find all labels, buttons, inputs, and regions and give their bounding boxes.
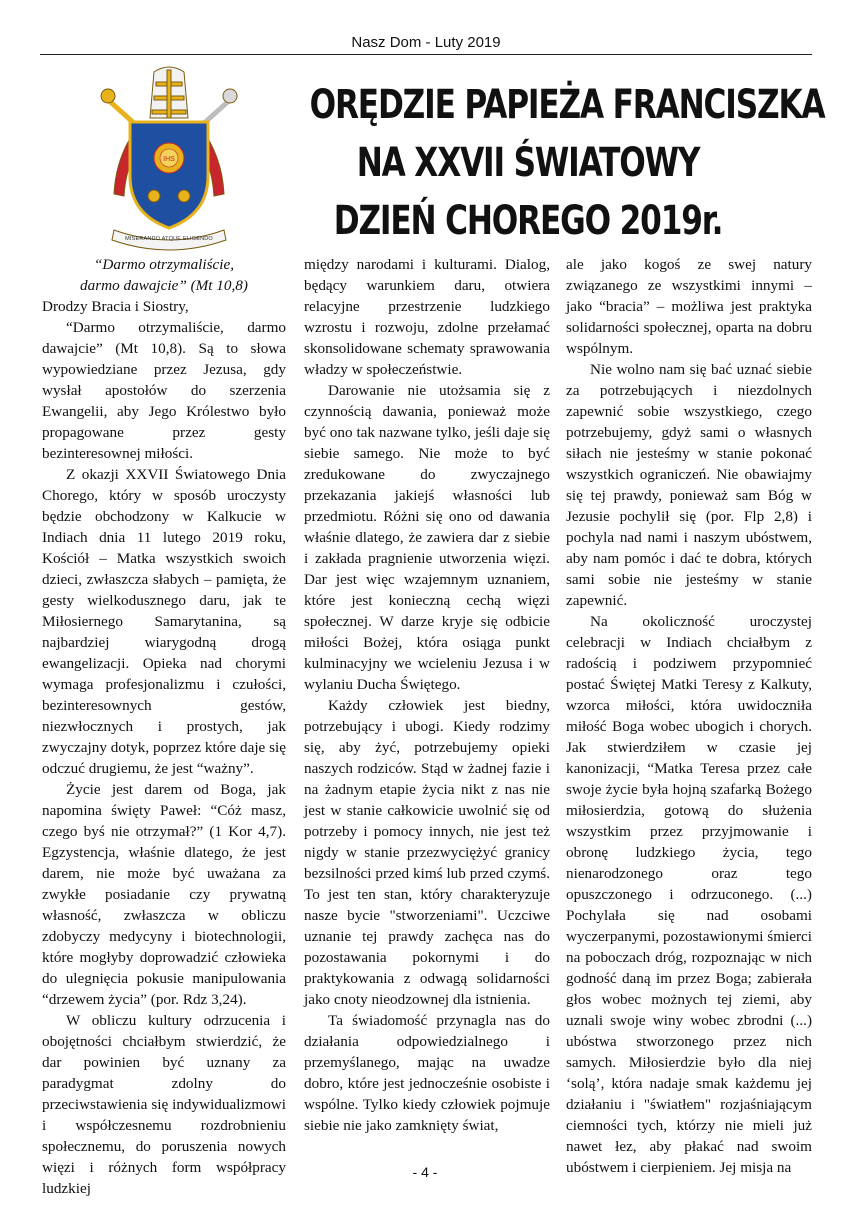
title-line-3: DZIEŃ CHOREGO 2019r.: [333, 198, 723, 244]
paragraph: Z okazji XXVII Światowego Dnia Chorego, który w sposób uroczysty będzie obchodzony w Kalkucie w Indiach dnia 11 lutego 2019 roku, Kościół – Matka wszystkich swoich dzieci, zwłaszcza słabych – pamięta, że gesty wielkodusznego daru, jak te Miłosiernego Samarytanina, są najbardziej wiarygodną drogą ewangelizacji. Opieka nad chorymi wymaga profesjonalizmu i czułości, bezinteresownych gestów, niezwłocznych i prostych, jak zwyczajny dotyk, poprzez które daje się odczuć drugiemu, że jest “ważny”.: [42, 466, 286, 777]
paragraph: między narodami i kulturami. Dialog, będący warunkiem daru, otwiera relacyjne przestrzenie ludzkiego wzrostu i rozwoju, zdolne przełamać skonsolidowane schematy sprawowania władzy w społeczeństwie.: [304, 256, 550, 378]
paragraph: “Darmo otrzymaliście, darmo dawajcie” (Mt 10,8). Są to słowa wypowiedziane przez Jezusa, gdy wysłał apostołów do szerzenia Ewangelii, aby Jego Królestwo było propagowane przez gesty bezinteresownej miłości.: [42, 319, 286, 462]
paragraph: Każdy człowiek jest biedny, potrzebujący i ubogi. Kiedy rodzimy się, aby żyć, potrzebujemy opieki naszych rodziców. Stąd w żadnej fazie i na żadnym etapie życia nikt z nas nie jest w stanie całkowicie uwolnić się od potrzeby i pomocy innych, nie jest też nigdy w stanie przezwyciężyć granicy bezsilności przed kimś lub przed czymś. To jest ten stan, który charakteryzuje nasze bycie "stworzeniami". Uczciwe uznanie tej prawdy zachęca nas do pozostawania pokornymi i do praktykowania z odwagą solidarności jako cnoty nieodzownej dla istnienia.: [304, 697, 550, 1008]
paragraph: Życie jest darem od Boga, jak napomina święty Paweł: “Cóż masz, czego byś nie otrzymał?” (1 Kor 4,7). Egzystencja, właśnie dlatego, że jest darem, nie może być uważana za zwykłe posiadanie czy prywatną własność, zwłaszcza w obliczu zdobyczy medycyny i biotechnologii, które mogłyby doprowadzić człowieka do ulegnięcia pokusie manipulowania “drzewem życia” (por. Rdz 3,24).: [42, 781, 286, 1008]
epigraph-line-2: darmo dawajcie” (Mt 10,8): [80, 277, 248, 294]
publication-header: Nasz Dom - Luty 2019: [351, 34, 501, 51]
page-number: - 4 -: [412, 1164, 438, 1180]
paragraph: Darowanie nie utożsamia się z czynnością dawania, ponieważ może być ono tak nazwane tylko, jeśli daje się siebie samego. Nie może to być zredukowane do zwyczajnego przekazania jakiejś własności lub przedmiotu. Różni się ono od dawania właśnie dlatego, że zawiera dar z siebie i zakłada pragnienie utworzenia więzi. Dar jest więc wzajemnym uznaniem, które jest konieczną cechą więzi społecznej. W darze kryje się odbicie miłości Bożej, która osiąga punkt kulminacyjny we wcieleniu Jezusa i w wylaniu Ducha Świętego.: [304, 382, 550, 693]
greeting: Drodzy Bracia i Siostry,: [42, 298, 189, 315]
paragraph: Na okoliczność uroczystej celebracji w Indiach chciałbym z radością i podziwem przypomnieć postać Świętej Matki Teresy z Kalkuty, wzorca miłości, która uwidoczniła miłość Boga wobec ubogich i chorych. Jak stwierdziłem w czasie jej kanonizacji, “Matka Teresa przez całe swoje życie była hojną szafarką Bożego miłosierdzia, gotową do służenia wszystkim przez przyjmowanie i obronę ludzkiego życia, tego nienarodzonego oraz tego opuszczonego i odrzuconego. (...) Pochylała się nad osobami wyczerpanymi, pozostawionymi śmierci na poboczach dróg, rozpoznając w nich godność daną im przez Boga; zabierała głos wobec możnych tej ziemi, aby uznali swoje winy wobec zbrodni (...) ubóstwa stworzonego przez nich samych. Miłosierdzie było dla niej ‘solą’, która nadaje smak każdemu jej działaniu i "światłem" rozjaśniającym ciemności tych, którzy nie mieli już nawet łez, aby płakać nad swoim ubóstwem i cierpieniem. Jej misja na: [566, 613, 812, 1176]
epigraph-line-1: “Darmo otrzymaliście,: [93, 256, 235, 273]
text-column-3: [566, 254, 812, 1178]
article-title: [309, 76, 825, 250]
paragraph: Ta świadomość przynagla nas do działania odpowiedzialnego i przemyślanego, mając na uwadze dobro, które jest jednocześnie osobiste i wspólne. Tylko kiedy człowiek pojmuje siebie nie jako zamknięty świat,: [304, 1012, 550, 1134]
text-column-1: [42, 254, 286, 1199]
title-line-1: ORĘDZIE PAPIEŻA FRANCISZKA: [309, 82, 825, 128]
paragraph: Nie wolno nam się bać uznać siebie za potrzebujących i niezdolnych zapewnić sobie wszystkiego, czego potrzebujemy, gdyż sami o własnych siłach nie jesteśmy w stanie pokonać wszystkich ograniczeń. Nie obawiajmy się tej prawdy, ponieważ sam Bóg w Jezusie pochylił się (por. Flp 2,8) i pochyla nad nami i naszym ubóstwem, aby nam pomóc i dać te dobra, których sami sobie nie jesteśmy w stanie zapewnić.: [566, 361, 812, 609]
title-line-2: NA XXVII ŚWIATOWY: [356, 140, 700, 186]
coat-motto: MISERANDO ATQUE ELIGENDO: [125, 236, 213, 242]
papal-coat-of-arms-icon: [96, 64, 242, 252]
paragraph: W obliczu kultury odrzucenia i obojętności chciałbym stwierdzić, że dar powinien być uznany za paradygmat zdolny do przeciwstawienia się indywidualizmowi i współczesnemu rozdrobnieniu społecznemu, do poruszenia nowych więzi i różnych form współpracy ludzkiej: [42, 1012, 286, 1197]
paragraph: ale jako kogoś ze swej natury związanego ze wszystkimi innymi – jako “bracia” – możliwa jest praktyka solidarności społecznej, oparta na dobru wspólnym.: [566, 256, 812, 357]
monogram-text: IHS: [163, 156, 175, 163]
text-column-2: [304, 254, 550, 1136]
header-rule: [40, 54, 812, 55]
